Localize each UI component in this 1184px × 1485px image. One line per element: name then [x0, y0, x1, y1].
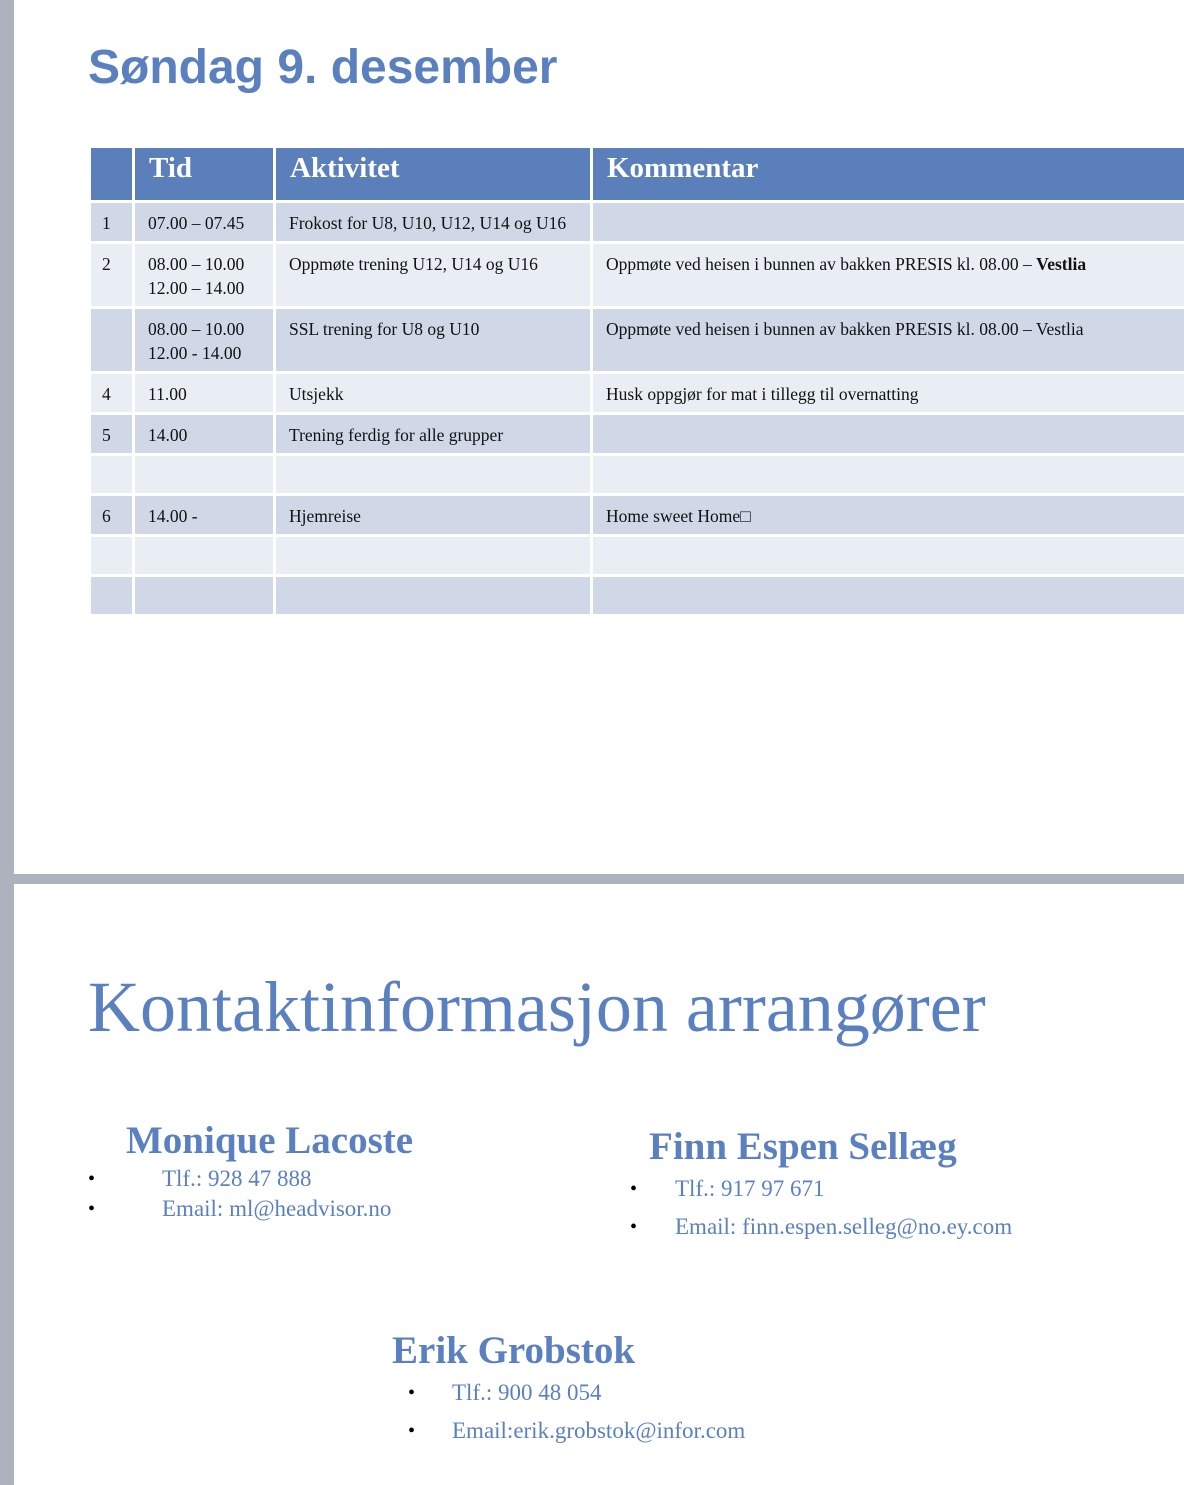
table-row — [90, 202, 1184, 243]
row-time: 11.00 — [134, 373, 275, 414]
bullet-icon: • — [630, 1178, 638, 1200]
contact-details — [392, 1374, 745, 1450]
row-comment — [592, 414, 1184, 455]
row-number: 1 — [90, 202, 134, 243]
contact-name: Monique Lacoste — [126, 1119, 414, 1162]
contact-phone: • Tlf.: 917 97 671 — [629, 1170, 1012, 1208]
bullet-icon: • — [408, 1382, 416, 1404]
row-activity: SSL trening for U8 og U10 — [275, 308, 592, 373]
contact-name: Finn Espen Sellæg — [649, 1125, 957, 1168]
contact-name: Erik Grobstok — [392, 1329, 636, 1372]
row-number: 2 — [90, 243, 134, 308]
row-activity: Oppmøte trening U12, U14 og U16 — [275, 243, 592, 308]
row-number — [90, 308, 134, 373]
header-time: Tid — [134, 147, 275, 202]
row-comment: Husk oppgjør for mat i tillegg til overnatting — [592, 373, 1184, 414]
row-time: 14.00 — [134, 414, 275, 455]
row-time: 08.00 – 10.00 12.00 – 14.00 — [134, 243, 275, 308]
contact-email: • Email: ml@headvisor.no — [88, 1194, 413, 1224]
row-activity — [275, 536, 592, 576]
row-comment — [592, 455, 1184, 495]
row-time — [134, 455, 275, 495]
row-activity: Frokost for U8, U10, U12, U14 og U16 — [275, 202, 592, 243]
row-comment: Home sweet Home□ — [592, 495, 1184, 536]
row-time: 07.00 – 07.45 — [134, 202, 275, 243]
row-number — [90, 455, 134, 495]
row-number: 4 — [90, 373, 134, 414]
bullet-icon: • — [630, 1216, 638, 1238]
row-number: 6 — [90, 495, 134, 536]
row-time: 08.00 – 10.00 12.00 - 14.00 — [134, 308, 275, 373]
row-comment — [592, 576, 1184, 616]
table-row — [90, 455, 1184, 495]
contact-card — [629, 1124, 1012, 1246]
contact-phone: • Tlf.: 928 47 888 — [88, 1164, 413, 1194]
row-comment: Oppmøte ved heisen i bunnen av bakken PRESIS kl. 08.00 – Vestlia — [592, 308, 1184, 373]
table-row — [90, 308, 1184, 373]
table-header-row — [90, 147, 1184, 202]
row-time: 14.00 - — [134, 495, 275, 536]
row-comment — [592, 202, 1184, 243]
table-row — [90, 536, 1184, 576]
contacts-title: Kontaktinformasjon arrangører — [88, 967, 986, 1047]
row-time — [134, 576, 275, 616]
row-activity: Trening ferdig for alle grupper — [275, 414, 592, 455]
row-activity — [275, 576, 592, 616]
schedule-table — [88, 145, 1184, 617]
table-row — [90, 576, 1184, 616]
bullet-icon: • — [88, 1168, 96, 1190]
bullet-icon: • — [88, 1198, 96, 1220]
row-number: 5 — [90, 414, 134, 455]
header-comment: Kommentar — [592, 147, 1184, 202]
table-row — [90, 414, 1184, 455]
row-number — [90, 536, 134, 576]
contact-details — [88, 1164, 413, 1224]
contact-card — [392, 1328, 745, 1450]
slide-contacts — [14, 884, 1184, 1485]
contact-phone: • Tlf.: 900 48 054 — [392, 1374, 745, 1412]
contact-email: • Email: finn.espen.selleg@no.ey.com — [629, 1208, 1012, 1246]
row-activity — [275, 455, 592, 495]
contact-email: • Email:erik.grobstok@infor.com — [392, 1412, 745, 1450]
row-number — [90, 576, 134, 616]
header-activity: Aktivitet — [275, 147, 592, 202]
contact-card — [88, 1118, 413, 1224]
row-activity: Utsjekk — [275, 373, 592, 414]
header-number — [90, 147, 134, 202]
row-comment: Oppmøte ved heisen i bunnen av bakken PRESIS kl. 08.00 – Vestlia — [592, 243, 1184, 308]
slide-schedule — [14, 0, 1184, 874]
bullet-icon: • — [408, 1420, 416, 1442]
page-title: Søndag 9. desember — [88, 41, 558, 94]
table-row — [90, 243, 1184, 308]
table-row — [90, 495, 1184, 536]
row-activity: Hjemreise — [275, 495, 592, 536]
table-row — [90, 373, 1184, 414]
contact-details — [629, 1170, 1012, 1246]
row-time — [134, 536, 275, 576]
row-comment — [592, 536, 1184, 576]
